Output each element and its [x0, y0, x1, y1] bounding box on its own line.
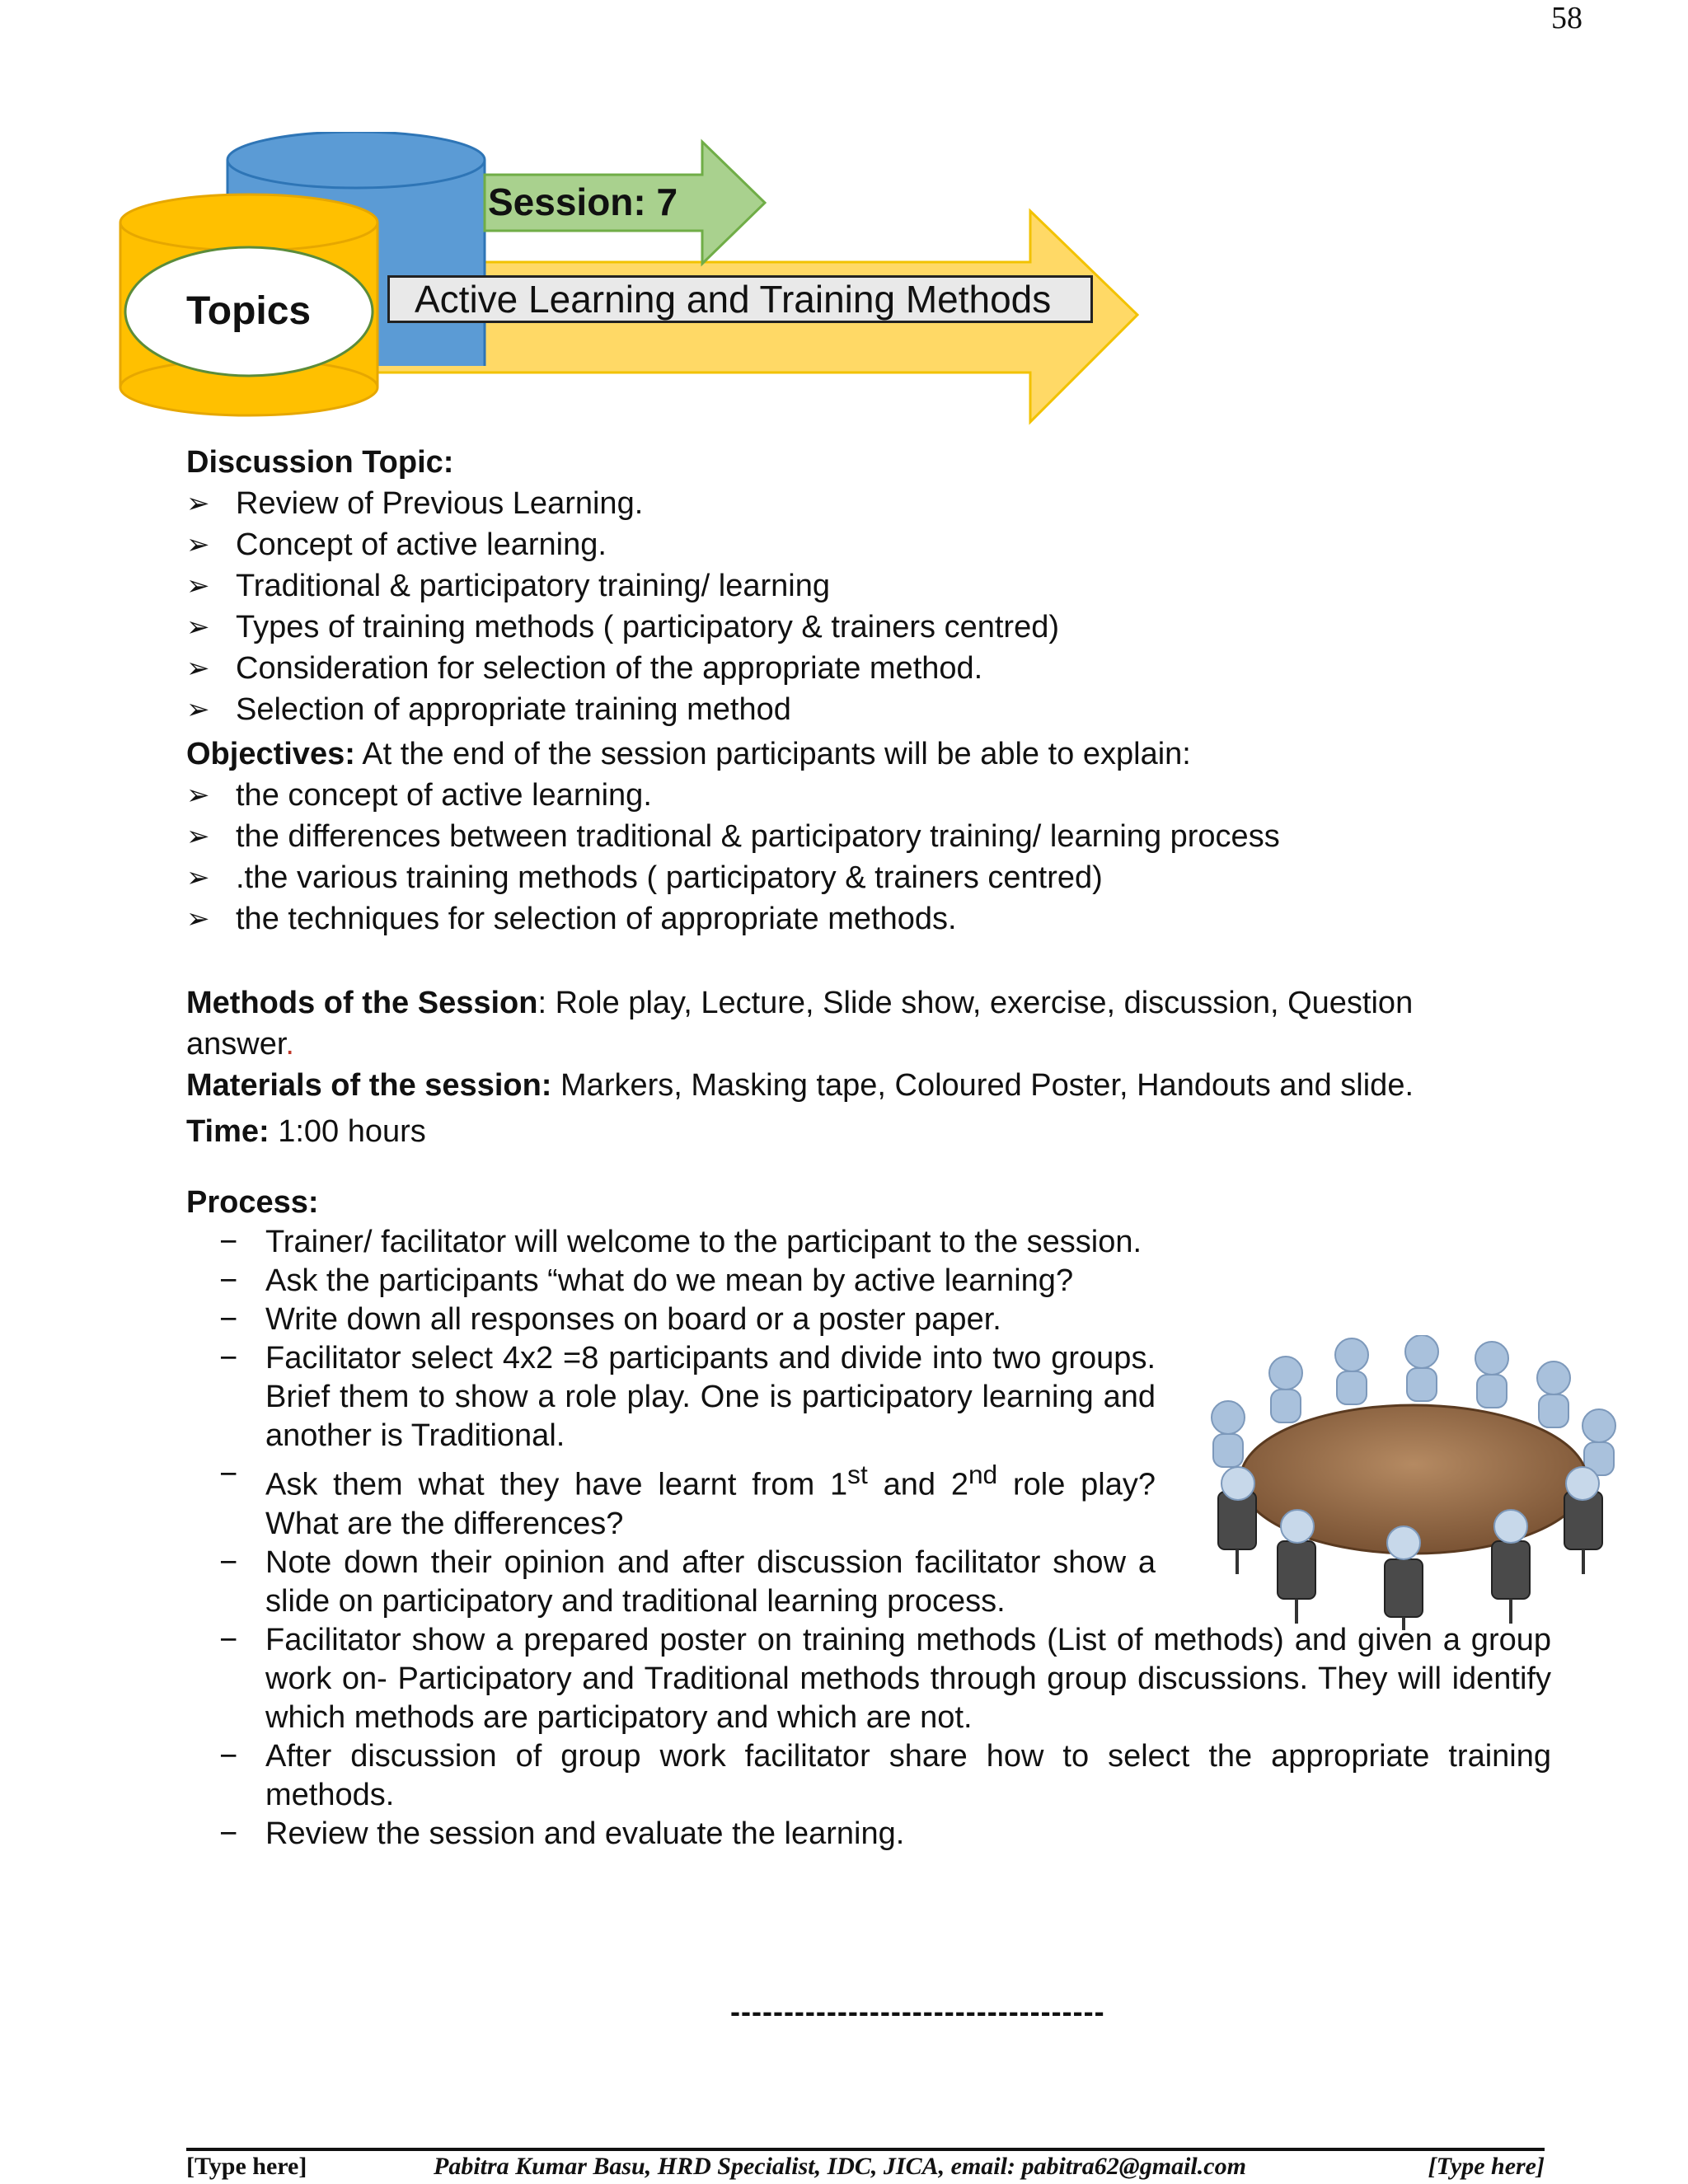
page-number: 58 [1551, 1, 1582, 35]
arrow-bullet-icon: ➢ [186, 780, 210, 811]
list-item: − Facilitator show a prepared poster on training methods (List of methods) and given a group work on- Participatory and Traditional methods through group discussions. They will identify which methods are participatory and which are not. [219, 1622, 1551, 1735]
discussion-heading: Discussion Topic: [186, 445, 454, 480]
blue-cylinder-top [227, 132, 485, 188]
methods-heading: Methods of the Session [186, 986, 538, 1020]
process-heading: Process: [186, 1185, 319, 1220]
objectives-intro: At the end of the session participants will be able to explain: [354, 737, 1191, 771]
objectives-line [186, 733, 1587, 775]
session-title: Active Learning and Training Methods [387, 275, 1093, 323]
time-heading: Time: [186, 1114, 270, 1149]
arrow-bullet-icon: ➢ [186, 529, 210, 560]
list-item: − Facilitator select 4x2 =8 participants and divide into two groups. Brief them to show a role play. One is participatory learning and another is Traditional. [219, 1341, 1156, 1453]
materials-heading: Materials of the session: [186, 1068, 552, 1103]
list-item: ➢ Selection of appropriate training method [186, 689, 1587, 730]
list-item: − Ask them what they have learnt from 1st and 2nd role play? What are the differences? [219, 1457, 1156, 1541]
discussion-list [186, 483, 1587, 730]
dash-bullet-icon: − [219, 1544, 238, 1580]
arrow-bullet-icon: ➢ [186, 653, 210, 684]
list-item: ➢ Types of training methods ( participatory & trainers centred) [186, 607, 1587, 648]
footer-left: [Type here] [186, 2153, 307, 2180]
footer-right: [Type here] [1428, 2153, 1545, 2180]
meeting-table-illustration [1195, 1335, 1624, 1632]
list-item: ➢ the concept of active learning. [186, 775, 1587, 816]
list-item: − Ask the participants “what do we mean by active learning? [219, 1262, 1587, 1301]
list-item: ➢ the differences between traditional & participatory training/ learning process [186, 816, 1587, 857]
list-item: ➢ Review of Previous Learning. [186, 483, 1587, 524]
dash-bullet-icon: − [219, 1302, 238, 1337]
list-item: − After discussion of group work facilitator share how to select the appropriate training methods. [219, 1738, 1551, 1812]
arrow-bullet-icon: ➢ [186, 903, 210, 935]
arrow-bullet-icon: ➢ [186, 570, 210, 602]
session-content [186, 442, 1587, 1854]
section-divider: ----------------------------------- [730, 1994, 1105, 2028]
list-item: ➢ Consideration for selection of the appropriate method. [186, 648, 1587, 689]
dash-bullet-icon: − [219, 1341, 238, 1376]
time-text: 1:00 hours [269, 1114, 426, 1149]
objectives-list [186, 775, 1587, 940]
list-item: ➢ Traditional & participatory training/ learning [186, 565, 1587, 607]
arrow-bullet-icon: ➢ [186, 612, 210, 643]
list-item: ➢ .the various training methods ( participatory & trainers centred) [186, 857, 1587, 898]
list-item: − Write down all responses on board or a poster paper. [219, 1301, 1587, 1339]
list-item: ➢ Concept of active learning. [186, 524, 1587, 565]
objectives-heading: Objectives: [186, 737, 355, 771]
time-line [186, 1111, 1587, 1152]
footer-center: Pabitra Kumar Basu, HRD Specialist, IDC, JICA, email: pabitra62@gmail.com [434, 2153, 1246, 2180]
list-item: − Trainer/ facilitator will welcome to the participant to the session. [219, 1223, 1587, 1262]
dash-bullet-icon: − [219, 1816, 238, 1851]
list-item: ➢ the techniques for selection of appropriate methods. [186, 898, 1587, 940]
dash-bullet-icon: − [219, 1457, 238, 1492]
page-footer [186, 2153, 1545, 2181]
arrow-bullet-icon: ➢ [186, 488, 210, 519]
list-item: − Note down their opinion and after discussion facilitator show a slide on participatory and traditional learning process. [219, 1544, 1156, 1619]
materials-text: Markers, Masking tape, Coloured Poster, Handouts and slide. [551, 1068, 1414, 1103]
footer-rule [186, 2148, 1545, 2151]
dash-bullet-icon: − [219, 1225, 238, 1259]
methods-line: Methods of the Session: Role play, Lecture, Slide show, exercise, discussion, Question answer. [186, 986, 1414, 1062]
session-label: Session: 7 [488, 180, 678, 223]
materials-line [186, 1065, 1587, 1106]
dash-bullet-icon: − [219, 1738, 238, 1774]
dash-bullet-icon: − [219, 1622, 238, 1657]
arrow-bullet-icon: ➢ [186, 821, 210, 852]
dash-bullet-icon: − [219, 1263, 238, 1298]
arrow-bullet-icon: ➢ [186, 694, 210, 725]
topics-label: Topics [186, 289, 312, 333]
arrow-bullet-icon: ➢ [186, 862, 210, 893]
list-item: − Review the session and evaluate the learning. [219, 1815, 1587, 1854]
yellow-cylinder-top [120, 194, 377, 251]
methods-text: : Role play, Lecture, Slide show, exercise, discussion, Question answer [186, 986, 1414, 1062]
